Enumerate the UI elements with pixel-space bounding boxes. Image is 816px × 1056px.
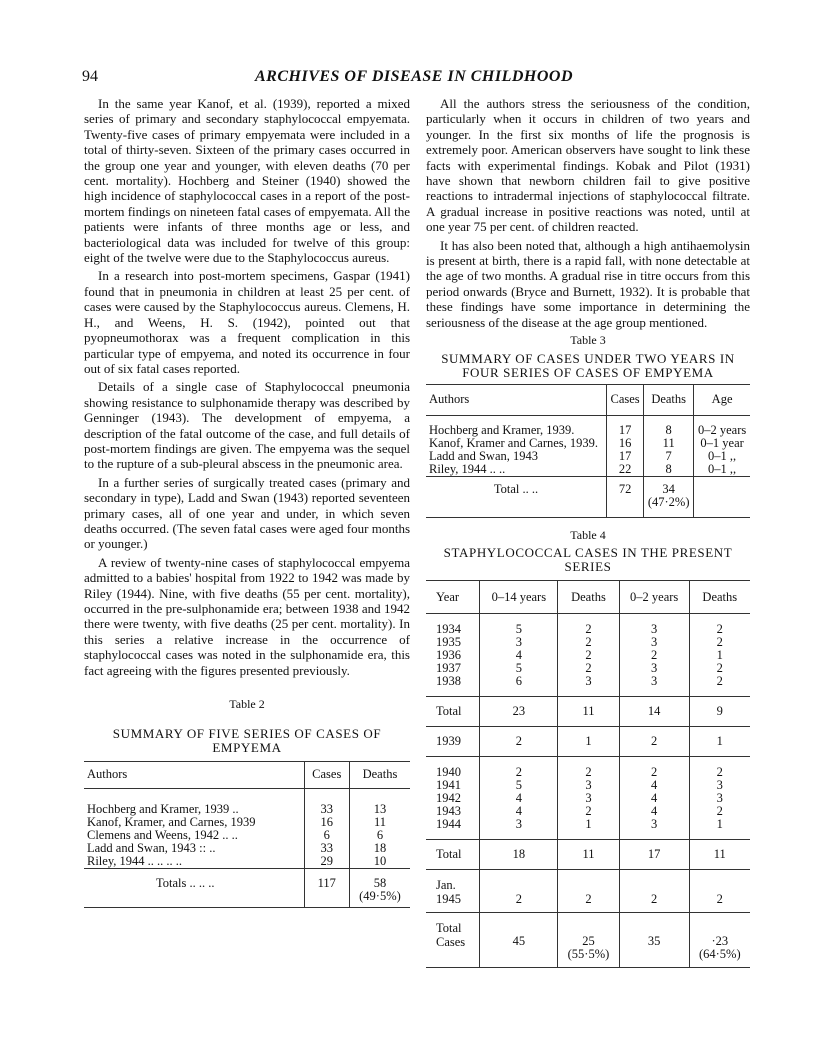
- table-cell: 1940: [436, 764, 461, 779]
- table-row: [426, 869, 750, 912]
- table-cell: 25 (55·5%): [558, 912, 620, 967]
- table-cell: 4: [619, 779, 689, 792]
- table4-header: Deaths: [558, 580, 620, 613]
- table-cell: 2: [619, 756, 689, 779]
- table-cell: Total: [426, 696, 480, 726]
- table-cell: 23: [480, 696, 558, 726]
- paragraph: In a further series of surgically treated cases (primary and secondary in type), Ladd and Swan (1943) reported seventeen primary cases, all of one year and under, in which seven deaths occurred. (The seven fatal cases were aged four months or younger.): [84, 474, 410, 552]
- table-cell: Riley, 1944 .. .. .. ..: [87, 854, 183, 869]
- table4-header: 0–2 years: [619, 580, 689, 613]
- table-cell: 11: [689, 839, 750, 869]
- right-column: [426, 96, 750, 968]
- table3: [426, 384, 750, 518]
- table-cell: 4: [480, 805, 558, 818]
- table-row: [426, 463, 750, 477]
- table-cell: 2: [558, 756, 620, 779]
- table-cell: 6: [304, 829, 349, 842]
- table-cell: Kanof, Kramer, and Carnes, 1939: [87, 815, 256, 830]
- table3-header: Cases: [606, 384, 643, 415]
- table-cell: (47·2%): [644, 496, 694, 518]
- table-cell: 0–1 ,,: [694, 463, 750, 477]
- table-cell: 3: [619, 662, 689, 675]
- table-cell: 1: [558, 726, 620, 756]
- table-cell: 18: [480, 839, 558, 869]
- table-final-total-row: [426, 912, 750, 967]
- table-row: [426, 662, 750, 675]
- table4-header: Year: [426, 580, 480, 613]
- table-cell: Clemens and Weens, 1942 .. ..: [87, 828, 238, 843]
- table-cell: 2: [689, 756, 750, 779]
- table4-caption: Table 4: [570, 527, 606, 542]
- table-cell: 14: [619, 696, 689, 726]
- table-cell: 11: [558, 839, 620, 869]
- table-row: [426, 675, 750, 697]
- table-row: [84, 789, 410, 817]
- table-cell: 1: [689, 726, 750, 756]
- table-cell: 1938: [436, 673, 461, 688]
- table-cell: 2: [558, 649, 620, 662]
- table-row: [84, 855, 410, 869]
- table-cell: 4: [619, 792, 689, 805]
- table-cell: 34: [644, 476, 694, 496]
- table-cell: 35: [619, 912, 689, 967]
- table-cell: 17: [606, 415, 643, 437]
- table-cell: 2: [558, 805, 620, 818]
- table-cell: 3: [558, 792, 620, 805]
- table-cell: 4: [619, 805, 689, 818]
- table-cell: 0–1 ,,: [694, 450, 750, 463]
- table-row: [426, 792, 750, 805]
- table-cell: 1935: [436, 634, 461, 649]
- table-row: [426, 649, 750, 662]
- table-cell: 2: [619, 869, 689, 912]
- table-cell: 9: [689, 696, 750, 726]
- table-cell: 45: [480, 912, 558, 967]
- table-cell: 2: [558, 662, 620, 675]
- table-row: [426, 805, 750, 818]
- table-cell: 10: [349, 855, 410, 869]
- table-cell: 1: [558, 818, 620, 840]
- table2-header: Cases: [304, 762, 349, 789]
- table-cell: Total: [426, 839, 480, 869]
- table-cell: 6: [480, 675, 558, 697]
- table-cell: 1944: [436, 816, 461, 831]
- table-cell: 2: [689, 613, 750, 636]
- table-cell: 5: [480, 662, 558, 675]
- table-cell: 117: [304, 869, 349, 891]
- table-cell: 33: [304, 789, 349, 817]
- table-cell: 6: [349, 829, 410, 842]
- paragraph: All the authors stress the seriousness of the condition, particularly when it occurs in children of two years and younger. In the first six months of life the prognosis is extremely poor. American observers have sought to link these facts with experimental findings. Kobak and Pilot (1931) have shown that newborn children fail to give positive reactions to intradermal injections of staphylococcal filtrate. A gradual increase in positive reactions was noted, until at one year 75 per cent. of children reacted.: [426, 96, 750, 235]
- table2-caption: Table 2: [229, 697, 265, 712]
- table-cell: 1943: [436, 803, 461, 818]
- table-cell: 5: [480, 779, 558, 792]
- table-total-row: [426, 839, 750, 869]
- paragraph: It has also been noted that, although a high antihaemolysin is present at birth, there is a rapid fall, with none detectable at the age of two months. A gradual rise in titre occurs from this period onwards (Bryce and Burnett, 1932). It is probable that these findings have some importance in determining the seriousness of the disease at the age group mentioned.: [426, 237, 750, 330]
- table-cell: 3: [558, 779, 620, 792]
- table-cell: 2: [689, 662, 750, 675]
- table-cell: 7: [644, 450, 694, 463]
- table-cell: 2: [619, 649, 689, 662]
- table-cell: 3: [619, 818, 689, 840]
- table-cell: (49·5%): [349, 890, 410, 908]
- table3-caption: Table 3: [570, 333, 606, 348]
- table-cell: 2: [558, 613, 620, 636]
- table-row: [426, 636, 750, 649]
- table-cell: 11: [558, 696, 620, 726]
- table-row: [426, 613, 750, 636]
- table-cell: 17: [619, 839, 689, 869]
- table-cell: Jan. 1945: [426, 869, 480, 912]
- left-column: [84, 96, 410, 908]
- table-total-row: [426, 696, 750, 726]
- table-cell: 22: [606, 463, 643, 477]
- table-cell: 4: [480, 792, 558, 805]
- table-row: [426, 496, 750, 518]
- table3-title: SUMMARY OF CASES UNDER TWO YEARS IN FOUR SERIES OF CASES OF EMPYEMA: [441, 350, 735, 380]
- table-cell: 3: [480, 818, 558, 840]
- table-cell: 2: [558, 636, 620, 649]
- table2: [84, 761, 410, 908]
- table-cell: 1941: [436, 777, 461, 792]
- table-cell: Ladd and Swan, 1943: [429, 448, 539, 463]
- table-row: [426, 756, 750, 779]
- table-row: [84, 890, 410, 908]
- table2-title: SUMMARY OF FIVE SERIES OF CASES OF EMPYEMA: [112, 726, 382, 756]
- table4-title: STAPHYLOCOCCAL CASES IN THE PRESENT SERIES: [443, 544, 733, 574]
- page-number: 94: [82, 68, 98, 85]
- table-cell: 3: [558, 675, 620, 697]
- table-cell: Total .. ..: [426, 476, 606, 496]
- table-cell: ·23 (64·5%): [689, 912, 750, 967]
- running-title: ARCHIVES OF DISEASE IN CHILDHOOD: [255, 68, 574, 85]
- table-cell: 13: [349, 789, 410, 817]
- table-cell: 17: [606, 450, 643, 463]
- table-cell: 2: [689, 869, 750, 912]
- paragraph: In a research into post-mortem specimens, Gaspar (1941) found that in pneumonia in children at least 25 per cent. of cases were caused by the Staphylococcus aureus. Clemens, H. H., and Weens, H. S. (1942), pointed out that pyopneumothorax was a frequent complication in this particular type of empyema, and noted its occurrence in four out of six fatal cases reported.: [84, 268, 410, 376]
- table-cell: 1936: [436, 647, 461, 662]
- table-cell: 3: [619, 675, 689, 697]
- table-cell: 3: [689, 792, 750, 805]
- table-cell: Ladd and Swan, 1943 :: ..: [87, 841, 216, 856]
- table-cell: Hochberg and Kramer, 1939 ..: [87, 802, 239, 817]
- table-cell: 2: [689, 805, 750, 818]
- table-cell: 8: [644, 463, 694, 477]
- table-cell: 2: [619, 726, 689, 756]
- table-cell: 18: [349, 842, 410, 855]
- table-cell: 1942: [436, 790, 461, 805]
- table-cell: 1: [689, 649, 750, 662]
- table-row: [426, 818, 750, 840]
- table-row: [426, 437, 750, 450]
- table3-header: Deaths: [644, 384, 694, 415]
- table-cell: 2: [689, 675, 750, 697]
- table4-header: 0–14 years: [480, 580, 558, 613]
- table-row: [426, 415, 750, 437]
- table-cell: 0–1 year: [694, 437, 750, 450]
- table-cell: 72: [606, 476, 643, 496]
- table-cell: 11: [349, 816, 410, 829]
- table-cell: 1939: [426, 726, 480, 756]
- table3-header: Age: [694, 384, 750, 415]
- table-cell: 1937: [436, 660, 461, 675]
- table-row: [426, 450, 750, 463]
- table2-header: Deaths: [349, 762, 410, 789]
- table-cell: 8: [644, 415, 694, 437]
- table3-header: Authors: [426, 384, 606, 415]
- table-cell: 11: [644, 437, 694, 450]
- table4: [426, 580, 750, 968]
- table2-header: Authors: [84, 762, 304, 789]
- table-cell: 16: [304, 816, 349, 829]
- table-cell: 16: [606, 437, 643, 450]
- table-cell: 1: [689, 818, 750, 840]
- table-cell: Hochberg and Kramer, 1939.: [429, 422, 575, 437]
- table-cell: 58: [349, 869, 410, 891]
- paragraph: In the same year Kanof, et al. (1939), reported a mixed series of primary and secondary staphylococcal empyemata. Twenty-five cases of primary empyemata were included in a total of thirty-seven. Sixteen of the primary cases occurred in the group one year and younger, with eleven deaths (70 per cent. mortality). Hochberg and Steiner (1940) showed the high incidence of staphylococcal cases in a report of the post-mortem findings on nineteen fatal cases of empyemata. All the patients were infants of three months age or less, and bacteriological data was included for twelve of this group: eight of the twelve were due to the Staphylococcus aureus.: [84, 96, 410, 266]
- table-cell: Total Cases: [426, 912, 480, 967]
- table-cell: Totals .. .. ..: [84, 869, 304, 891]
- table-cell: Riley, 1944 .. ..: [429, 461, 506, 476]
- paragraph: A review of twenty-nine cases of staphylococcal empyema admitted to a babies' hospital from 1922 to 1942 was made by Riley (1944). Nine, with five deaths (55 per cent. mortality), occurred in the pre-sulphonamide era; between 1938 and 1942 there were twenty, with five deaths (25 per cent. mortality). In this series a relative increase in the occurrence of staphylococcal cases was noted in the sulphonamide era, this fact agreeing with the figures presented previously.: [84, 554, 410, 678]
- table-cell: 33: [304, 842, 349, 855]
- table-cell: 3: [689, 779, 750, 792]
- table-cell: 2: [558, 869, 620, 912]
- table-total-row: [84, 869, 410, 891]
- table-cell: 0–2 years: [694, 415, 750, 437]
- table-cell: 2: [480, 869, 558, 912]
- table-cell: 2: [689, 636, 750, 649]
- table-cell: 3: [619, 613, 689, 636]
- table-row: [426, 779, 750, 792]
- table-row: [426, 726, 750, 756]
- table-cell: 5: [480, 613, 558, 636]
- table-cell: 2: [480, 756, 558, 779]
- table-cell: 3: [480, 636, 558, 649]
- table-cell: 1934: [436, 621, 461, 636]
- table-cell: 4: [480, 649, 558, 662]
- table-cell: Kanof, Kramer and Carnes, 1939.: [429, 435, 599, 450]
- table-total-row: [426, 476, 750, 496]
- table-cell: 3: [619, 636, 689, 649]
- table4-header: Deaths: [689, 580, 750, 613]
- paragraph: Details of a single case of Staphylococcal pneumonia showing resistance to sulphonamide therapy was described by Genninger (1943). The development of empyema, a description of the fatal outcome of the case, and full details of post-mortem findings are given. The empyema was the sequel to the rupture of a sub-pleural abscess in the pneumonic area.: [84, 379, 410, 472]
- table-cell: 29: [304, 855, 349, 869]
- table-cell: 2: [480, 726, 558, 756]
